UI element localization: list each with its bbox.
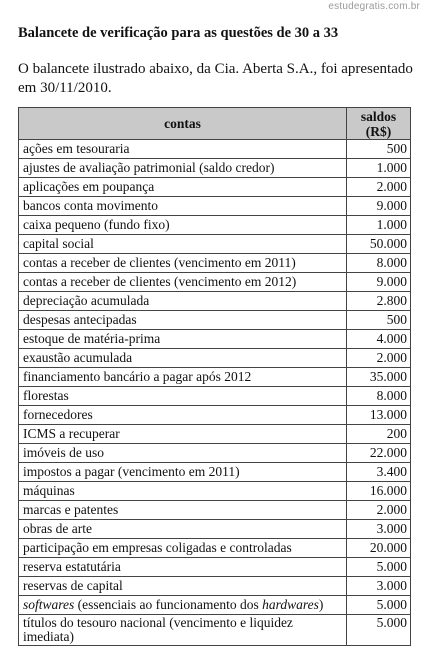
saldo-cell: 20.000 [347, 539, 411, 558]
conta-cell: caixa pequeno (fundo fixo) [19, 216, 347, 235]
table-row [19, 197, 411, 216]
header-saldos-label: saldos [360, 108, 397, 124]
saldo-cell: 8.000 [347, 254, 411, 273]
hardwares-term: hardwares [262, 597, 319, 612]
table-row-softwares [19, 596, 411, 615]
table-row [19, 368, 411, 387]
conta-cell: impostos a pagar (vencimento em 2011) [19, 463, 347, 482]
conta-cell: marcas e patentes [19, 501, 347, 520]
conta-cell: ICMS a recuperar [19, 425, 347, 444]
saldo-cell: 2.000 [347, 349, 411, 368]
conta-cell: ações em tesouraria [19, 140, 347, 159]
table-row [19, 539, 411, 558]
conta-cell: financiamento bancário a pagar após 2012 [19, 368, 347, 387]
softwares-term: softwares [23, 597, 75, 612]
softwares-text: (essenciais ao funcionamento dos [74, 597, 263, 612]
table-row [19, 558, 411, 577]
saldo-cell: 4.000 [347, 330, 411, 349]
saldo-cell: 16.000 [347, 482, 411, 501]
saldo-cell: 9.000 [347, 197, 411, 216]
saldo-cell: 3.400 [347, 463, 411, 482]
table-row [19, 159, 411, 178]
conta-cell: contas a receber de clientes (vencimento em 2011) [19, 254, 347, 273]
conta-cell: máquinas [19, 482, 347, 501]
table-row [19, 254, 411, 273]
saldo-cell: 5.000 [347, 558, 411, 577]
table-row [19, 216, 411, 235]
saldo-cell: 5.000 [347, 615, 411, 646]
saldo-cell: 35.000 [347, 368, 411, 387]
saldo-cell: 3.000 [347, 520, 411, 539]
saldo-cell: 500 [347, 140, 411, 159]
trial-balance-table [18, 107, 411, 646]
conta-cell: depreciação acumulada [19, 292, 347, 311]
table-row [19, 577, 411, 596]
saldo-cell: 9.000 [347, 273, 411, 292]
header-saldos [347, 108, 411, 140]
table-row [19, 235, 411, 254]
table-row [19, 311, 411, 330]
saldo-cell: 1.000 [347, 216, 411, 235]
conta-cell [19, 596, 347, 615]
header-saldos-unit: (R$) [365, 123, 392, 139]
conta-cell: reserva estatutária [19, 558, 347, 577]
conta-cell: exaustão acumulada [19, 349, 347, 368]
conta-cell: obras de arte [19, 520, 347, 539]
intro-paragraph: O balancete ilustrado abaixo, da Cia. Aberta S.A., foi apresentado em 30/11/2010. [18, 61, 413, 96]
conta-cell: fornecedores [19, 406, 347, 425]
table-row [19, 178, 411, 197]
table-row [19, 292, 411, 311]
watermark: estudegratis.com.br [328, 1, 420, 12]
table-row [19, 387, 411, 406]
table-row [19, 330, 411, 349]
softwares-close: ) [318, 597, 324, 612]
section-heading: Balancete de verificação para as questões de 30 a 33 [18, 25, 339, 41]
table-row [19, 425, 411, 444]
conta-cell: imóveis de uso [19, 444, 347, 463]
table-row [19, 444, 411, 463]
table-body [19, 140, 411, 646]
saldo-cell: 500 [347, 311, 411, 330]
table-row [19, 463, 411, 482]
saldo-cell: 1.000 [347, 159, 411, 178]
table-row [19, 482, 411, 501]
saldo-cell: 2.000 [347, 501, 411, 520]
conta-cell: capital social [19, 235, 347, 254]
saldo-cell: 2.800 [347, 292, 411, 311]
saldo-cell: 2.000 [347, 178, 411, 197]
saldo-cell: 8.000 [347, 387, 411, 406]
conta-cell: reservas de capital [19, 577, 347, 596]
table-header-row [19, 108, 411, 140]
conta-cell: títulos do tesouro nacional (vencimento e liquidez imediata) [19, 615, 347, 646]
conta-cell: contas a receber de clientes (vencimento em 2012) [19, 273, 347, 292]
table-row [19, 140, 411, 159]
conta-cell: participação em empresas coligadas e controladas [19, 539, 347, 558]
saldo-cell: 50.000 [347, 235, 411, 254]
conta-cell: florestas [19, 387, 347, 406]
table-row [19, 349, 411, 368]
conta-cell: ajustes de avaliação patrimonial (saldo credor) [19, 159, 347, 178]
table-row [19, 273, 411, 292]
table-row [19, 501, 411, 520]
table-row-titulos [19, 615, 411, 646]
conta-cell: estoque de matéria-prima [19, 330, 347, 349]
saldo-cell: 22.000 [347, 444, 411, 463]
table-row [19, 520, 411, 539]
conta-cell: aplicações em poupança [19, 178, 347, 197]
table-row [19, 406, 411, 425]
saldo-cell: 13.000 [347, 406, 411, 425]
conta-cell: bancos conta movimento [19, 197, 347, 216]
saldo-cell: 200 [347, 425, 411, 444]
conta-cell: despesas antecipadas [19, 311, 347, 330]
header-contas: contas [19, 108, 347, 140]
saldo-cell: 3.000 [347, 577, 411, 596]
saldo-cell: 5.000 [347, 596, 411, 615]
